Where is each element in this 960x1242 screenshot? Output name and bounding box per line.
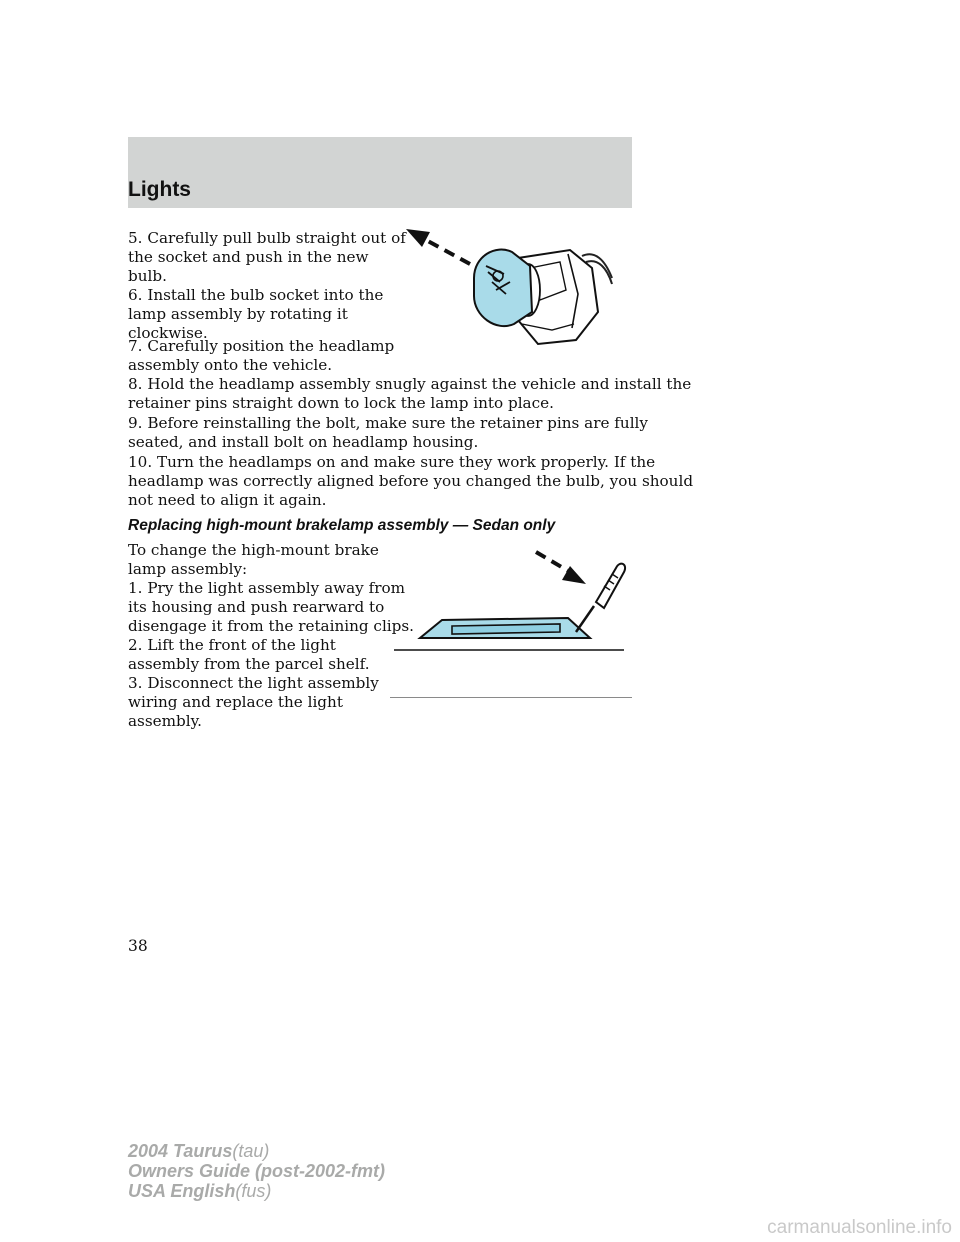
brakelamp-step-3: 3. Disconnect the light assembly wiring and replace the light assembly. [128, 674, 379, 730]
brakelamp-step-2: 2. Lift the front of the light assembly from the parcel shelf. [128, 636, 370, 673]
footer-language-code: (fus) [235, 1181, 272, 1201]
brakelamp-heading: Replacing high-mount brakelamp assembly — Sedan only [128, 517, 556, 534]
removal-arrow-head [406, 229, 430, 247]
pry-arrow-line [536, 552, 570, 572]
pry-arrow-head [562, 566, 586, 584]
footer-language: USA English [128, 1181, 236, 1201]
brakelamp-illustration [390, 540, 632, 658]
page-number: 38 [128, 937, 148, 955]
step-5: 5. Carefully pull bulb straight out of the socket and push in the new bulb. [128, 229, 406, 285]
bulb-socket-illustration [400, 220, 630, 370]
section-title: Lights [128, 178, 191, 201]
document-footer [128, 1141, 385, 1201]
step-8: 8. Hold the headlamp assembly snugly against the vehicle and install the retainer pins straight down to lock the lamp into place. [128, 375, 692, 412]
step-10: 10. Turn the headlamps on and make sure they work properly. If the headlamp was correctly aligned before you changed the bulb, you should not need to align it again. [128, 453, 694, 509]
step-9: 9. Before reinstalling the bolt, make sure the retainer pins are fully seated, and install bolt on headlamp housing. [128, 414, 648, 451]
screwdriver-icon [576, 564, 625, 632]
brakelamp-intro: To change the high-mount brake lamp assembly: [128, 541, 379, 578]
bulb-glass [474, 250, 532, 327]
step-6: 6. Install the bulb socket into the lamp assembly by rotating it clockwise. [128, 286, 384, 342]
figure-divider [390, 697, 632, 698]
brakelamp-step-1: 1. Pry the light assembly away from its housing and push rearward to disengage it from the retaining clips. [128, 579, 414, 635]
footer-guide: Owners Guide (post-2002-fmt) [128, 1161, 386, 1181]
section-header-band [128, 137, 632, 208]
removal-arrow-line [426, 240, 470, 264]
footer-model-code: (tau) [232, 1141, 270, 1161]
footer-model: 2004 Taurus [128, 1141, 233, 1161]
step-7: 7. Carefully position the headlamp assembly onto the vehicle. [128, 337, 395, 374]
watermark: carmanualsonline.info [767, 1217, 952, 1238]
